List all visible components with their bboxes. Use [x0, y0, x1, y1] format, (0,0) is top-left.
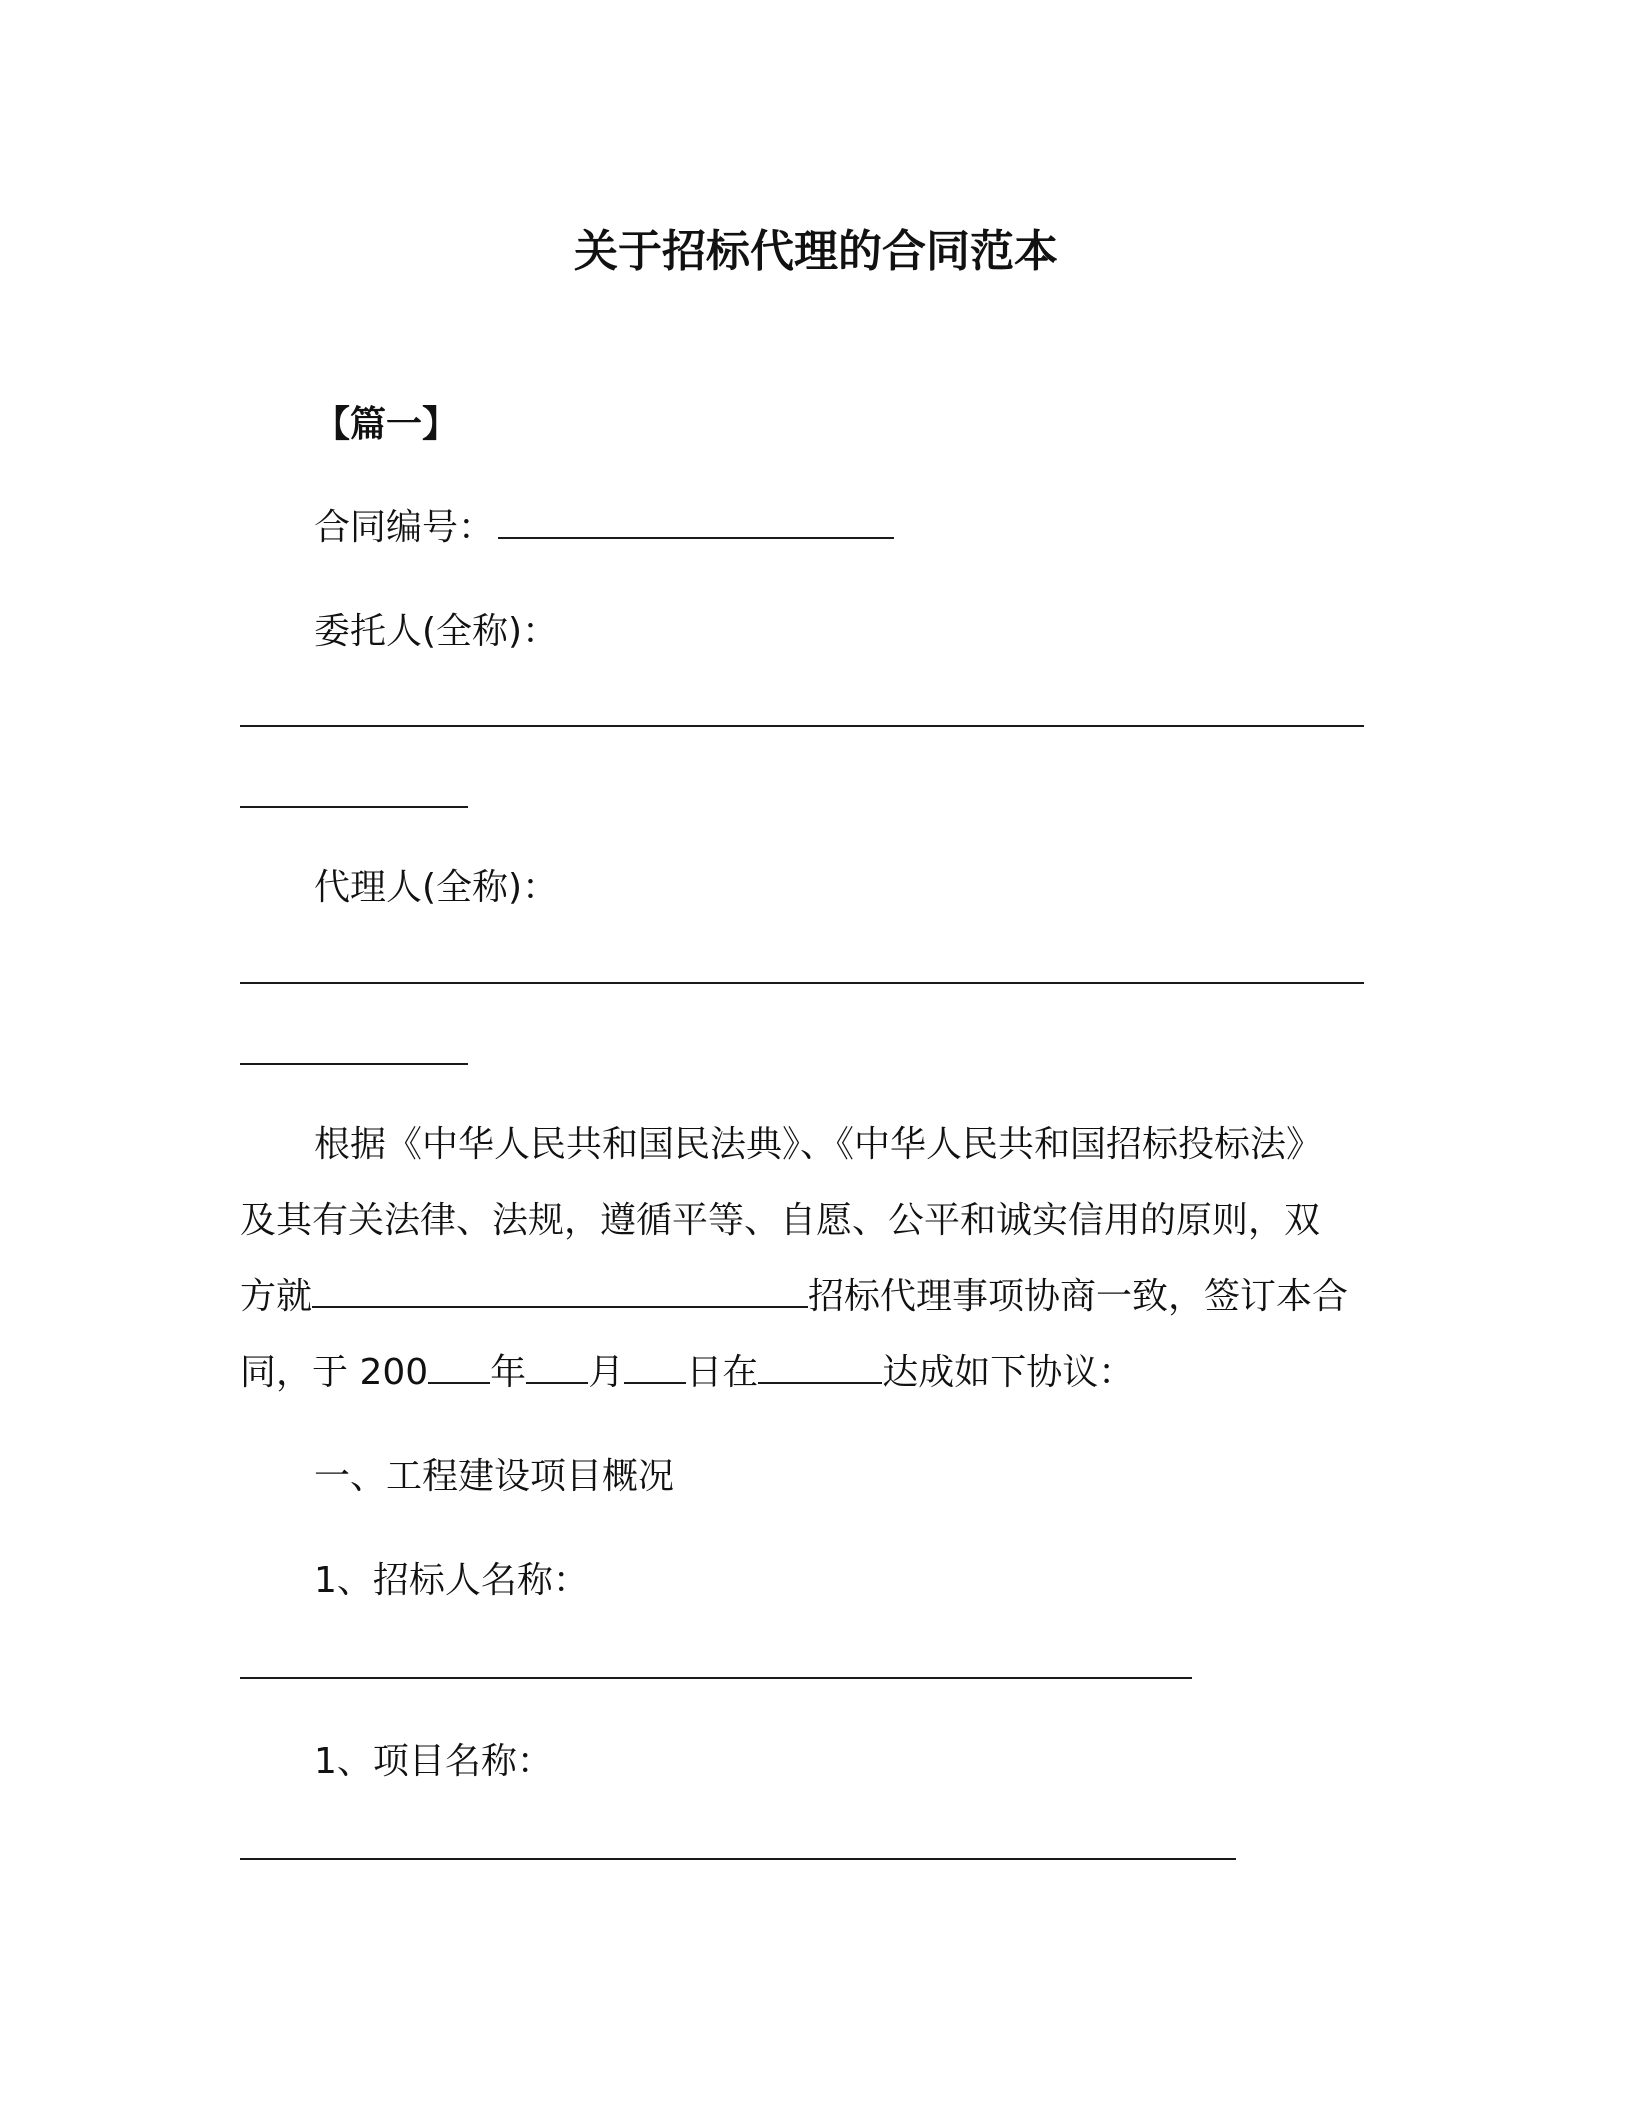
contract-no-blank — [498, 503, 894, 539]
para1-line4-a: 同，于 200 — [240, 1352, 429, 1393]
contract-no-row — [314, 503, 894, 553]
project-blank — [312, 1272, 808, 1308]
principal-blank-line-1 — [240, 725, 1364, 727]
document-title: 关于招标代理的合同范本 — [574, 226, 1058, 277]
principal-label: 委托人(全称)： — [314, 611, 559, 652]
project-blank-line — [240, 1858, 1236, 1860]
agent-blank-line-2 — [240, 1063, 468, 1065]
para1-line4-b: 年 — [490, 1352, 527, 1393]
contract-no-label: 合同编号： — [314, 507, 495, 548]
place-blank — [758, 1348, 882, 1384]
para1-line4-d: 日在 — [686, 1352, 759, 1393]
principal-blank-line-2 — [240, 806, 468, 808]
section-heading-1: 一、工程建设项目概况 — [314, 1456, 675, 1497]
year-blank — [428, 1348, 490, 1384]
day-blank — [624, 1348, 686, 1384]
agent-blank-line-1 — [240, 982, 1364, 984]
tenderer-label: 1、招标人名称： — [314, 1560, 589, 1601]
para1-line3-a: 方就 — [240, 1276, 313, 1317]
agent-label: 代理人(全称)： — [314, 867, 559, 908]
project-label: 1、项目名称： — [314, 1741, 553, 1782]
tenderer-blank-line — [240, 1677, 1192, 1679]
section-heading: 【篇一】 — [314, 404, 459, 445]
para1-line3-b: 招标代理事项协商一致，签订本合 — [808, 1276, 1349, 1317]
month-blank — [526, 1348, 588, 1384]
para1-line4-e: 达成如下协议： — [882, 1352, 1135, 1393]
para1-line4 — [240, 1348, 1134, 1398]
para1-line2: 及其有关法律、法规，遵循平等、自愿、公平和诚实信用的原则，双 — [240, 1200, 1321, 1241]
para1-line4-c: 月 — [588, 1352, 625, 1393]
para1-line1: 根据《中华人民共和国民法典》、《中华人民共和国招标投标法》 — [314, 1124, 1323, 1165]
para1-line3 — [240, 1272, 1348, 1322]
